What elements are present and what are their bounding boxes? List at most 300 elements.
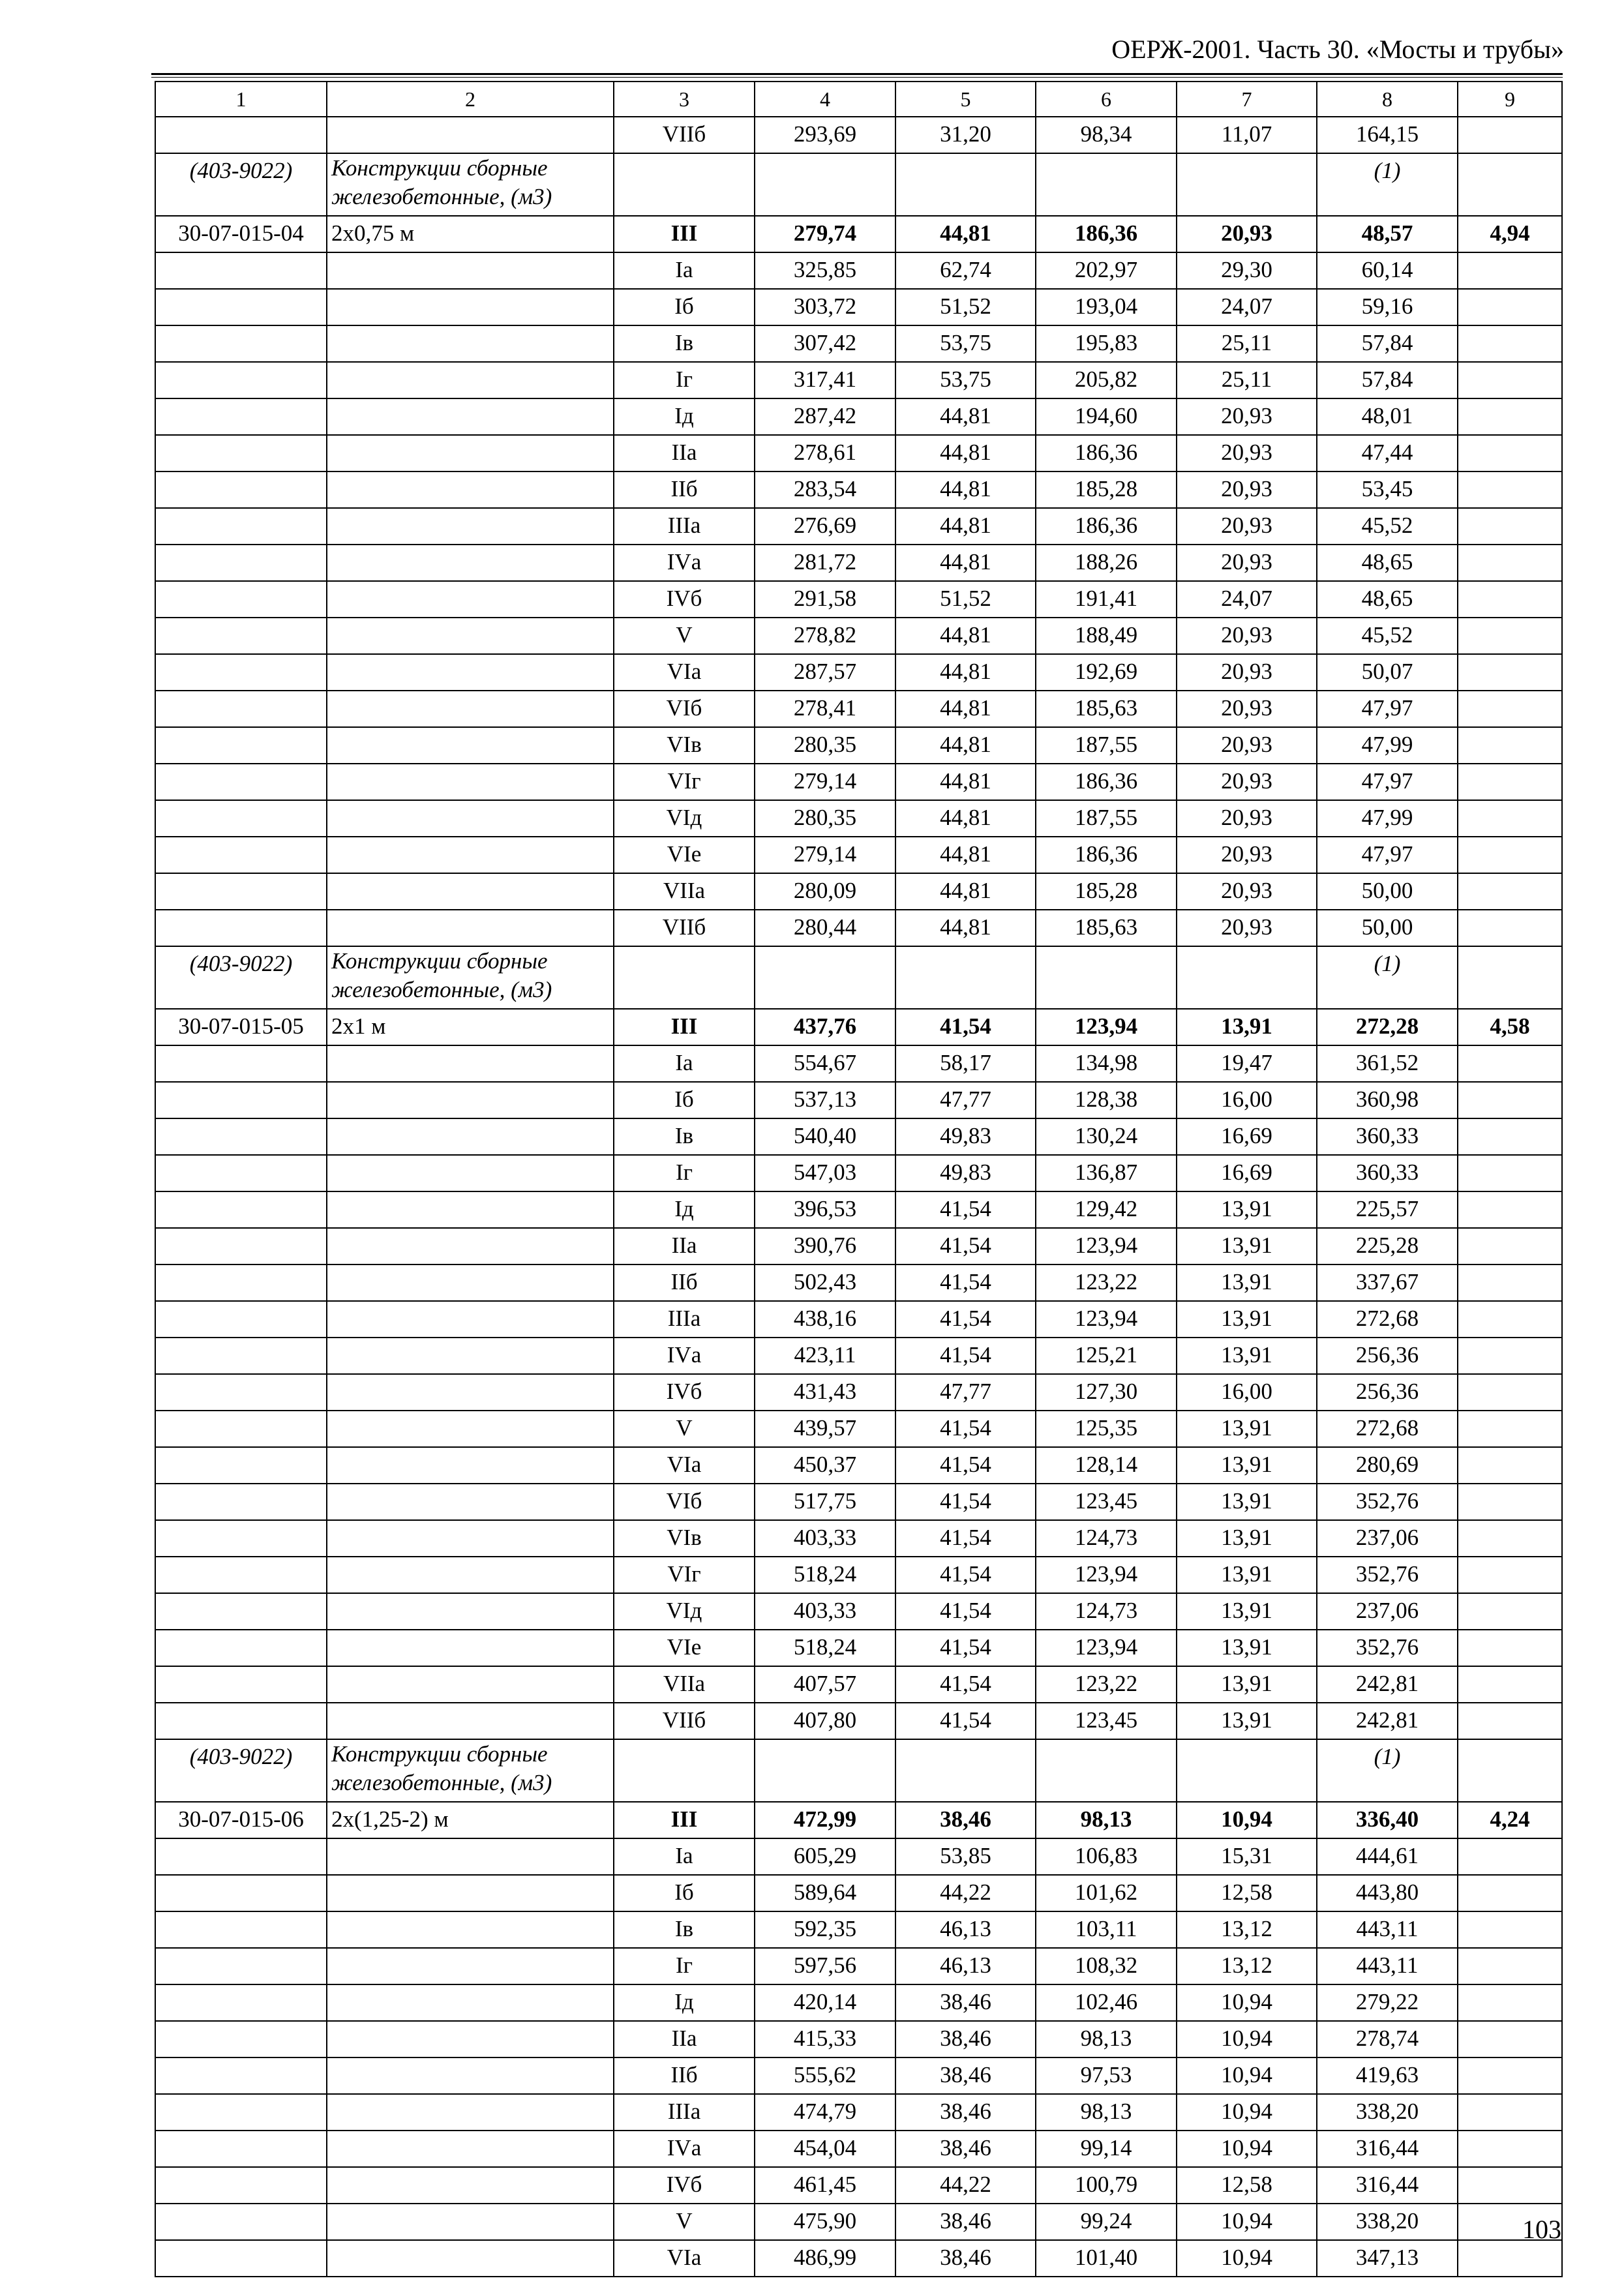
work-name-cell bbox=[327, 1264, 614, 1301]
coefficient-cell bbox=[1458, 2240, 1562, 2277]
value-cell: 101,40 bbox=[1036, 2240, 1177, 2277]
value-cell: 53,75 bbox=[895, 362, 1036, 398]
work-name-cell bbox=[327, 2204, 614, 2240]
value-cell: 547,03 bbox=[755, 1155, 895, 1191]
value-cell: 41,54 bbox=[895, 1666, 1036, 1703]
value-cell: 47,99 bbox=[1317, 800, 1458, 837]
zone-cell: Iа bbox=[614, 1838, 755, 1875]
work-name-cell bbox=[327, 727, 614, 764]
table-row bbox=[155, 1948, 1562, 1984]
table-row bbox=[155, 1045, 1562, 1082]
coefficient-cell bbox=[1458, 800, 1562, 837]
zone-cell: Iг bbox=[614, 1155, 755, 1191]
zone-cell: VIа bbox=[614, 2240, 755, 2277]
rate-code-cell bbox=[155, 2204, 327, 2240]
value-cell: 336,40 bbox=[1317, 1802, 1458, 1838]
value-cell: 47,97 bbox=[1317, 764, 1458, 800]
empty-cell bbox=[755, 153, 895, 216]
zone-cell: IVб bbox=[614, 2167, 755, 2204]
work-name-cell bbox=[327, 1301, 614, 1338]
coefficient-cell bbox=[1458, 1911, 1562, 1948]
material-qty-cell: (1) bbox=[1317, 1739, 1458, 1802]
table-row bbox=[155, 1484, 1562, 1520]
table-row bbox=[155, 1802, 1562, 1838]
work-name-cell bbox=[327, 1666, 614, 1703]
work-name-cell bbox=[327, 1228, 614, 1264]
work-name-cell bbox=[327, 1045, 614, 1082]
table-row bbox=[155, 800, 1562, 837]
zone-cell: Iд bbox=[614, 1984, 755, 2021]
coefficient-cell bbox=[1458, 727, 1562, 764]
value-cell: 49,83 bbox=[895, 1155, 1036, 1191]
value-cell: 98,34 bbox=[1036, 117, 1177, 153]
rate-code-cell bbox=[155, 545, 327, 581]
empty-cell bbox=[1458, 1739, 1562, 1802]
value-cell: 44,81 bbox=[895, 691, 1036, 727]
value-cell: 185,63 bbox=[1036, 691, 1177, 727]
value-cell: 390,76 bbox=[755, 1228, 895, 1264]
zone-cell: Iг bbox=[614, 362, 755, 398]
value-cell: 280,35 bbox=[755, 727, 895, 764]
value-cell: 461,45 bbox=[755, 2167, 895, 2204]
zone-cell: VIIб bbox=[614, 117, 755, 153]
value-cell: 123,94 bbox=[1036, 1301, 1177, 1338]
table-row bbox=[155, 545, 1562, 581]
value-cell: 123,94 bbox=[1036, 1009, 1177, 1045]
value-cell: 11,07 bbox=[1177, 117, 1317, 153]
rate-code-cell bbox=[155, 1045, 327, 1082]
empty-cell bbox=[1036, 946, 1177, 1009]
coefficient-cell bbox=[1458, 1630, 1562, 1666]
material-name-text: Конструкции сборные железобетонные, (м3) bbox=[331, 1741, 552, 1795]
zone-cell: Iв bbox=[614, 325, 755, 362]
work-name-cell bbox=[327, 2131, 614, 2167]
value-cell: 51,52 bbox=[895, 289, 1036, 325]
value-cell: 53,85 bbox=[895, 1838, 1036, 1875]
column-number-cell: 9 bbox=[1458, 82, 1562, 117]
value-cell: 130,24 bbox=[1036, 1118, 1177, 1155]
rate-code-cell bbox=[155, 2057, 327, 2094]
value-cell: 420,14 bbox=[755, 1984, 895, 2021]
zone-cell: Iг bbox=[614, 1948, 755, 1984]
rate-code-cell: 30-07-015-05 bbox=[155, 1009, 327, 1045]
work-name-cell bbox=[327, 398, 614, 435]
work-name-cell bbox=[327, 618, 614, 654]
table-row bbox=[155, 117, 1562, 153]
table-row bbox=[155, 325, 1562, 362]
zone-cell: VIа bbox=[614, 1447, 755, 1484]
table-row bbox=[155, 2131, 1562, 2167]
empty-cell bbox=[895, 153, 1036, 216]
value-cell: 13,91 bbox=[1177, 1630, 1317, 1666]
value-cell: 50,00 bbox=[1317, 910, 1458, 946]
value-cell: 474,79 bbox=[755, 2094, 895, 2131]
column-number-cell: 1 bbox=[155, 82, 327, 117]
coefficient-cell bbox=[1458, 362, 1562, 398]
value-cell: 47,77 bbox=[895, 1374, 1036, 1411]
value-cell: 278,61 bbox=[755, 435, 895, 471]
coefficient-cell: 4,58 bbox=[1458, 1009, 1562, 1045]
work-name-cell bbox=[327, 508, 614, 545]
value-cell: 38,46 bbox=[895, 1984, 1036, 2021]
value-cell: 187,55 bbox=[1036, 800, 1177, 837]
rate-code-cell bbox=[155, 1155, 327, 1191]
value-cell: 188,26 bbox=[1036, 545, 1177, 581]
value-cell: 337,67 bbox=[1317, 1264, 1458, 1301]
value-cell: 592,35 bbox=[755, 1911, 895, 1948]
table-row bbox=[155, 1447, 1562, 1484]
value-cell: 20,93 bbox=[1177, 508, 1317, 545]
value-cell: 136,87 bbox=[1036, 1155, 1177, 1191]
value-cell: 38,46 bbox=[895, 2204, 1036, 2240]
value-cell: 191,41 bbox=[1036, 581, 1177, 618]
zone-cell: IVб bbox=[614, 1374, 755, 1411]
value-cell: 53,45 bbox=[1317, 471, 1458, 508]
table-row bbox=[155, 508, 1562, 545]
coefficient-cell bbox=[1458, 1155, 1562, 1191]
zone-cell: VIд bbox=[614, 1593, 755, 1630]
material-name-cell bbox=[327, 153, 614, 216]
value-cell: 47,97 bbox=[1317, 837, 1458, 873]
value-cell: 278,74 bbox=[1317, 2021, 1458, 2057]
empty-cell bbox=[1036, 153, 1177, 216]
value-cell: 19,47 bbox=[1177, 1045, 1317, 1082]
material-note-row bbox=[155, 946, 1562, 1009]
coefficient-cell bbox=[1458, 252, 1562, 289]
value-cell: 44,81 bbox=[895, 873, 1036, 910]
empty-cell bbox=[1177, 946, 1317, 1009]
value-cell: 193,04 bbox=[1036, 289, 1177, 325]
table-row bbox=[155, 2021, 1562, 2057]
value-cell: 195,83 bbox=[1036, 325, 1177, 362]
rate-code-cell bbox=[155, 1082, 327, 1118]
rate-code-cell bbox=[155, 910, 327, 946]
value-cell: 20,93 bbox=[1177, 216, 1317, 252]
value-cell: 518,24 bbox=[755, 1557, 895, 1593]
value-cell: 10,94 bbox=[1177, 2021, 1317, 2057]
value-cell: 44,81 bbox=[895, 910, 1036, 946]
value-cell: 293,69 bbox=[755, 117, 895, 153]
zone-cell: VIг bbox=[614, 1557, 755, 1593]
empty-cell bbox=[755, 946, 895, 1009]
work-name-cell bbox=[327, 764, 614, 800]
column-number-cell: 4 bbox=[755, 82, 895, 117]
value-cell: 10,94 bbox=[1177, 2240, 1317, 2277]
value-cell: 589,64 bbox=[755, 1875, 895, 1911]
value-cell: 185,28 bbox=[1036, 873, 1177, 910]
zone-cell: IVа bbox=[614, 2131, 755, 2167]
value-cell: 13,91 bbox=[1177, 1557, 1317, 1593]
work-name-cell bbox=[327, 2094, 614, 2131]
zone-cell: Iа bbox=[614, 252, 755, 289]
zone-cell: VIIб bbox=[614, 1703, 755, 1739]
value-cell: 10,94 bbox=[1177, 1802, 1317, 1838]
value-cell: 41,54 bbox=[895, 1264, 1036, 1301]
value-cell: 44,81 bbox=[895, 618, 1036, 654]
value-cell: 58,17 bbox=[895, 1045, 1036, 1082]
value-cell: 20,93 bbox=[1177, 873, 1317, 910]
value-cell: 123,22 bbox=[1036, 1264, 1177, 1301]
value-cell: 44,81 bbox=[895, 216, 1036, 252]
value-cell: 13,91 bbox=[1177, 1447, 1317, 1484]
value-cell: 280,69 bbox=[1317, 1447, 1458, 1484]
value-cell: 338,20 bbox=[1317, 2094, 1458, 2131]
value-cell: 16,00 bbox=[1177, 1082, 1317, 1118]
value-cell: 44,22 bbox=[895, 2167, 1036, 2204]
coefficient-cell bbox=[1458, 117, 1562, 153]
work-name-cell: 2х(1,25-2) м bbox=[327, 1802, 614, 1838]
coefficient-cell bbox=[1458, 1948, 1562, 1984]
value-cell: 554,67 bbox=[755, 1045, 895, 1082]
value-cell: 407,57 bbox=[755, 1666, 895, 1703]
value-cell: 123,45 bbox=[1036, 1484, 1177, 1520]
value-cell: 128,14 bbox=[1036, 1447, 1177, 1484]
rate-code-cell bbox=[155, 1411, 327, 1447]
rate-code-cell bbox=[155, 289, 327, 325]
rate-code-cell bbox=[155, 1875, 327, 1911]
table-row bbox=[155, 1009, 1562, 1045]
coefficient-cell bbox=[1458, 873, 1562, 910]
value-cell: 186,36 bbox=[1036, 837, 1177, 873]
coefficient-cell bbox=[1458, 1557, 1562, 1593]
value-cell: 98,13 bbox=[1036, 1802, 1177, 1838]
value-cell: 57,84 bbox=[1317, 325, 1458, 362]
table-row bbox=[155, 252, 1562, 289]
value-cell: 123,45 bbox=[1036, 1703, 1177, 1739]
value-cell: 123,94 bbox=[1036, 1630, 1177, 1666]
empty-cell bbox=[1458, 946, 1562, 1009]
header-rule-thin bbox=[151, 77, 1563, 78]
work-name-cell bbox=[327, 2057, 614, 2094]
value-cell: 454,04 bbox=[755, 2131, 895, 2167]
coefficient-cell bbox=[1458, 654, 1562, 691]
value-cell: 20,93 bbox=[1177, 764, 1317, 800]
work-name-cell bbox=[327, 1703, 614, 1739]
value-cell: 20,93 bbox=[1177, 727, 1317, 764]
value-cell: 50,07 bbox=[1317, 654, 1458, 691]
work-name-cell bbox=[327, 1911, 614, 1948]
table-row bbox=[155, 1875, 1562, 1911]
rate-code-cell bbox=[155, 1484, 327, 1520]
work-name-cell bbox=[327, 471, 614, 508]
value-cell: 439,57 bbox=[755, 1411, 895, 1447]
value-cell: 338,20 bbox=[1317, 2204, 1458, 2240]
material-qty-cell: (1) bbox=[1317, 153, 1458, 216]
value-cell: 431,43 bbox=[755, 1374, 895, 1411]
coefficient-cell bbox=[1458, 325, 1562, 362]
rate-code-cell bbox=[155, 1374, 327, 1411]
zone-cell: III bbox=[614, 1802, 755, 1838]
value-cell: 44,81 bbox=[895, 435, 1036, 471]
value-cell: 38,46 bbox=[895, 1802, 1036, 1838]
material-qty-cell: (1) bbox=[1317, 946, 1458, 1009]
coefficient-cell bbox=[1458, 1045, 1562, 1082]
value-cell: 360,33 bbox=[1317, 1155, 1458, 1191]
value-cell: 13,91 bbox=[1177, 1338, 1317, 1374]
rate-code-cell: 30-07-015-06 bbox=[155, 1802, 327, 1838]
table-row bbox=[155, 435, 1562, 471]
value-cell: 41,54 bbox=[895, 1593, 1036, 1630]
rate-code-cell bbox=[155, 873, 327, 910]
value-cell: 20,93 bbox=[1177, 618, 1317, 654]
table-row bbox=[155, 581, 1562, 618]
work-name-cell: 2х1 м bbox=[327, 1009, 614, 1045]
coefficient-cell bbox=[1458, 581, 1562, 618]
value-cell: 20,93 bbox=[1177, 545, 1317, 581]
value-cell: 16,69 bbox=[1177, 1118, 1317, 1155]
table-row bbox=[155, 873, 1562, 910]
rate-code-cell bbox=[155, 252, 327, 289]
rate-code-cell bbox=[155, 654, 327, 691]
zone-cell: IIа bbox=[614, 2021, 755, 2057]
empty-cell bbox=[1177, 153, 1317, 216]
value-cell: 98,13 bbox=[1036, 2094, 1177, 2131]
value-cell: 44,81 bbox=[895, 471, 1036, 508]
value-cell: 50,00 bbox=[1317, 873, 1458, 910]
value-cell: 41,54 bbox=[895, 1520, 1036, 1557]
value-cell: 13,91 bbox=[1177, 1520, 1317, 1557]
coefficient-cell bbox=[1458, 1338, 1562, 1374]
zone-cell: VIа bbox=[614, 654, 755, 691]
value-cell: 46,13 bbox=[895, 1911, 1036, 1948]
material-code-cell: (403-9022) bbox=[155, 946, 327, 1009]
column-number-row bbox=[155, 82, 1562, 117]
value-cell: 360,98 bbox=[1317, 1082, 1458, 1118]
value-cell: 134,98 bbox=[1036, 1045, 1177, 1082]
value-cell: 186,36 bbox=[1036, 216, 1177, 252]
zone-cell: VIб bbox=[614, 1484, 755, 1520]
coefficient-cell bbox=[1458, 2057, 1562, 2094]
table-row bbox=[155, 1984, 1562, 2021]
rate-code-cell bbox=[155, 1118, 327, 1155]
value-cell: 202,97 bbox=[1036, 252, 1177, 289]
empty-cell bbox=[895, 1739, 1036, 1802]
coefficient-cell bbox=[1458, 1118, 1562, 1155]
work-name-cell bbox=[327, 837, 614, 873]
table-row bbox=[155, 1228, 1562, 1264]
coefficient-cell bbox=[1458, 837, 1562, 873]
material-note-row bbox=[155, 1739, 1562, 1802]
page-number: 103 bbox=[1522, 2215, 1561, 2244]
table-row bbox=[155, 1264, 1562, 1301]
rate-code-cell bbox=[155, 1301, 327, 1338]
value-cell: 272,68 bbox=[1317, 1411, 1458, 1447]
zone-cell: VIе bbox=[614, 837, 755, 873]
empty-cell bbox=[1458, 153, 1562, 216]
value-cell: 45,52 bbox=[1317, 508, 1458, 545]
value-cell: 517,75 bbox=[755, 1484, 895, 1520]
rate-code-cell bbox=[155, 2240, 327, 2277]
work-name-cell bbox=[327, 1838, 614, 1875]
coefficient-cell: 4,94 bbox=[1458, 216, 1562, 252]
value-cell: 242,81 bbox=[1317, 1666, 1458, 1703]
table-row bbox=[155, 837, 1562, 873]
zone-cell: Iв bbox=[614, 1118, 755, 1155]
table-row bbox=[155, 1630, 1562, 1666]
rate-code-cell bbox=[155, 471, 327, 508]
value-cell: 278,41 bbox=[755, 691, 895, 727]
value-cell: 281,72 bbox=[755, 545, 895, 581]
value-cell: 102,46 bbox=[1036, 1984, 1177, 2021]
value-cell: 438,16 bbox=[755, 1301, 895, 1338]
value-cell: 256,36 bbox=[1317, 1338, 1458, 1374]
value-cell: 38,46 bbox=[895, 2131, 1036, 2167]
table-row bbox=[155, 618, 1562, 654]
value-cell: 101,62 bbox=[1036, 1875, 1177, 1911]
value-cell: 44,81 bbox=[895, 508, 1036, 545]
table-row bbox=[155, 1911, 1562, 1948]
value-cell: 486,99 bbox=[755, 2240, 895, 2277]
material-code-cell: (403-9022) bbox=[155, 1739, 327, 1802]
value-cell: 20,93 bbox=[1177, 471, 1317, 508]
work-name-cell bbox=[327, 1520, 614, 1557]
rate-code-cell bbox=[155, 618, 327, 654]
value-cell: 13,91 bbox=[1177, 1703, 1317, 1739]
zone-cell: V bbox=[614, 1411, 755, 1447]
value-cell: 272,28 bbox=[1317, 1009, 1458, 1045]
table-row bbox=[155, 362, 1562, 398]
value-cell: 444,61 bbox=[1317, 1838, 1458, 1875]
column-number-cell: 5 bbox=[895, 82, 1036, 117]
rate-code-cell bbox=[155, 1520, 327, 1557]
zone-cell: V bbox=[614, 618, 755, 654]
value-cell: 13,91 bbox=[1177, 1009, 1317, 1045]
column-number-cell: 2 bbox=[327, 82, 614, 117]
rates-table bbox=[155, 81, 1563, 2277]
value-cell: 103,11 bbox=[1036, 1911, 1177, 1948]
work-name-cell bbox=[327, 1118, 614, 1155]
value-cell: 41,54 bbox=[895, 1484, 1036, 1520]
work-name-cell bbox=[327, 1593, 614, 1630]
work-name-cell bbox=[327, 1484, 614, 1520]
value-cell: 283,54 bbox=[755, 471, 895, 508]
value-cell: 13,91 bbox=[1177, 1228, 1317, 1264]
value-cell: 403,33 bbox=[755, 1593, 895, 1630]
value-cell: 44,22 bbox=[895, 1875, 1036, 1911]
value-cell: 15,31 bbox=[1177, 1838, 1317, 1875]
coefficient-cell bbox=[1458, 1082, 1562, 1118]
coefficient-cell: 4,24 bbox=[1458, 1802, 1562, 1838]
work-name-cell bbox=[327, 2167, 614, 2204]
table-row bbox=[155, 2204, 1562, 2240]
value-cell: 20,93 bbox=[1177, 435, 1317, 471]
table-row bbox=[155, 1411, 1562, 1447]
value-cell: 128,38 bbox=[1036, 1082, 1177, 1118]
value-cell: 291,58 bbox=[755, 581, 895, 618]
work-name-cell bbox=[327, 325, 614, 362]
rate-code-cell bbox=[155, 362, 327, 398]
coefficient-cell bbox=[1458, 2021, 1562, 2057]
work-name-cell bbox=[327, 691, 614, 727]
value-cell: 205,82 bbox=[1036, 362, 1177, 398]
value-cell: 518,24 bbox=[755, 1630, 895, 1666]
work-name-cell bbox=[327, 873, 614, 910]
value-cell: 45,52 bbox=[1317, 618, 1458, 654]
value-cell: 124,73 bbox=[1036, 1520, 1177, 1557]
value-cell: 419,63 bbox=[1317, 2057, 1458, 2094]
value-cell: 186,36 bbox=[1036, 508, 1177, 545]
table-row bbox=[155, 2094, 1562, 2131]
value-cell: 502,43 bbox=[755, 1264, 895, 1301]
value-cell: 41,54 bbox=[895, 1228, 1036, 1264]
value-cell: 41,54 bbox=[895, 1630, 1036, 1666]
coefficient-cell bbox=[1458, 1264, 1562, 1301]
value-cell: 41,54 bbox=[895, 1557, 1036, 1593]
coefficient-cell bbox=[1458, 618, 1562, 654]
page-header-title: ОЕРЖ-2001. Часть 30. «Мосты и трубы» bbox=[1111, 35, 1564, 64]
zone-cell: VIд bbox=[614, 800, 755, 837]
value-cell: 48,57 bbox=[1317, 216, 1458, 252]
